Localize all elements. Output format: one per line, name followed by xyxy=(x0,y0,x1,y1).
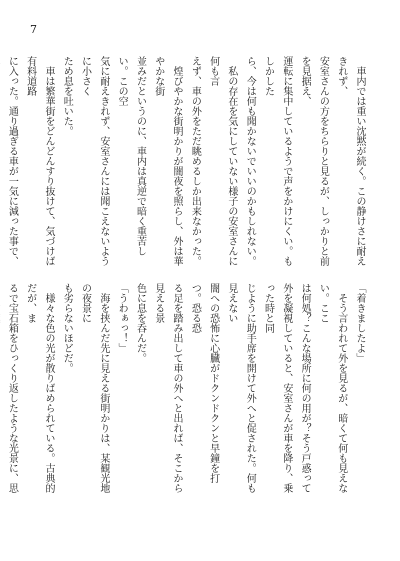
paragraph: 私の存在を気にしていない様子の安室さんに何も言 えず、車の外をただ眺めるしか出来なかった。 xyxy=(189,56,237,266)
paragraph: そう言われて外を見るが、暗くて何も見えない。ここ は何処？こんな場所に何の用が？そう戸惑って 外を凝視していると、安室さんが車を降り、乗った時と同 じように助手席を開けて外へと促された。何も見えない 闇への恐怖に心臓がドクンドクンと早鐘を打つ。恐る恐 る足を踏み出して車の外へと出れば、そこから見える景 色に息を呑んだ。 xyxy=(134,283,347,493)
paragraph: 海を挟んだ先に見える街明かりは、某観光地の夜景に も劣らないほどだ。 xyxy=(61,283,109,493)
text-block-top xyxy=(6,56,368,266)
paragraph: 様々な色の光が散りばめられている。古典的だが、ま るで宝石箱をひっくり返したような光景に、思 xyxy=(6,283,54,493)
paragraph: 車内では重い沈黙が続く。この静けさに耐えきれず、 安室さんの方をちらりと見るが、しっかりと前を見据え、 運転に集中しているようで声をかけにくい。もしかした ら、今は何も聞かないでいいのかもしれない。 xyxy=(244,56,365,266)
dialogue-line: 「着きましたよ」 xyxy=(354,283,365,363)
dialogue-line: 「うわぁっ！」 xyxy=(116,283,128,353)
text-block-bottom xyxy=(6,283,368,493)
page-number: 7 xyxy=(30,23,37,36)
paragraph: 車は繁華街をどんどんすり抜けて、気づけば有料道路 に入った。通り過ぎる車が一気に減った事で、 xyxy=(6,56,54,266)
paragraph: 煌びやかな街明かりが闇夜を照らし、外は華やかな街 並みだというのに、車内は真逆で暗く重苦しい。この空 気に耐えきれず、安室さんには聞こえないように小さく ため息を吐いた。 xyxy=(61,56,183,266)
